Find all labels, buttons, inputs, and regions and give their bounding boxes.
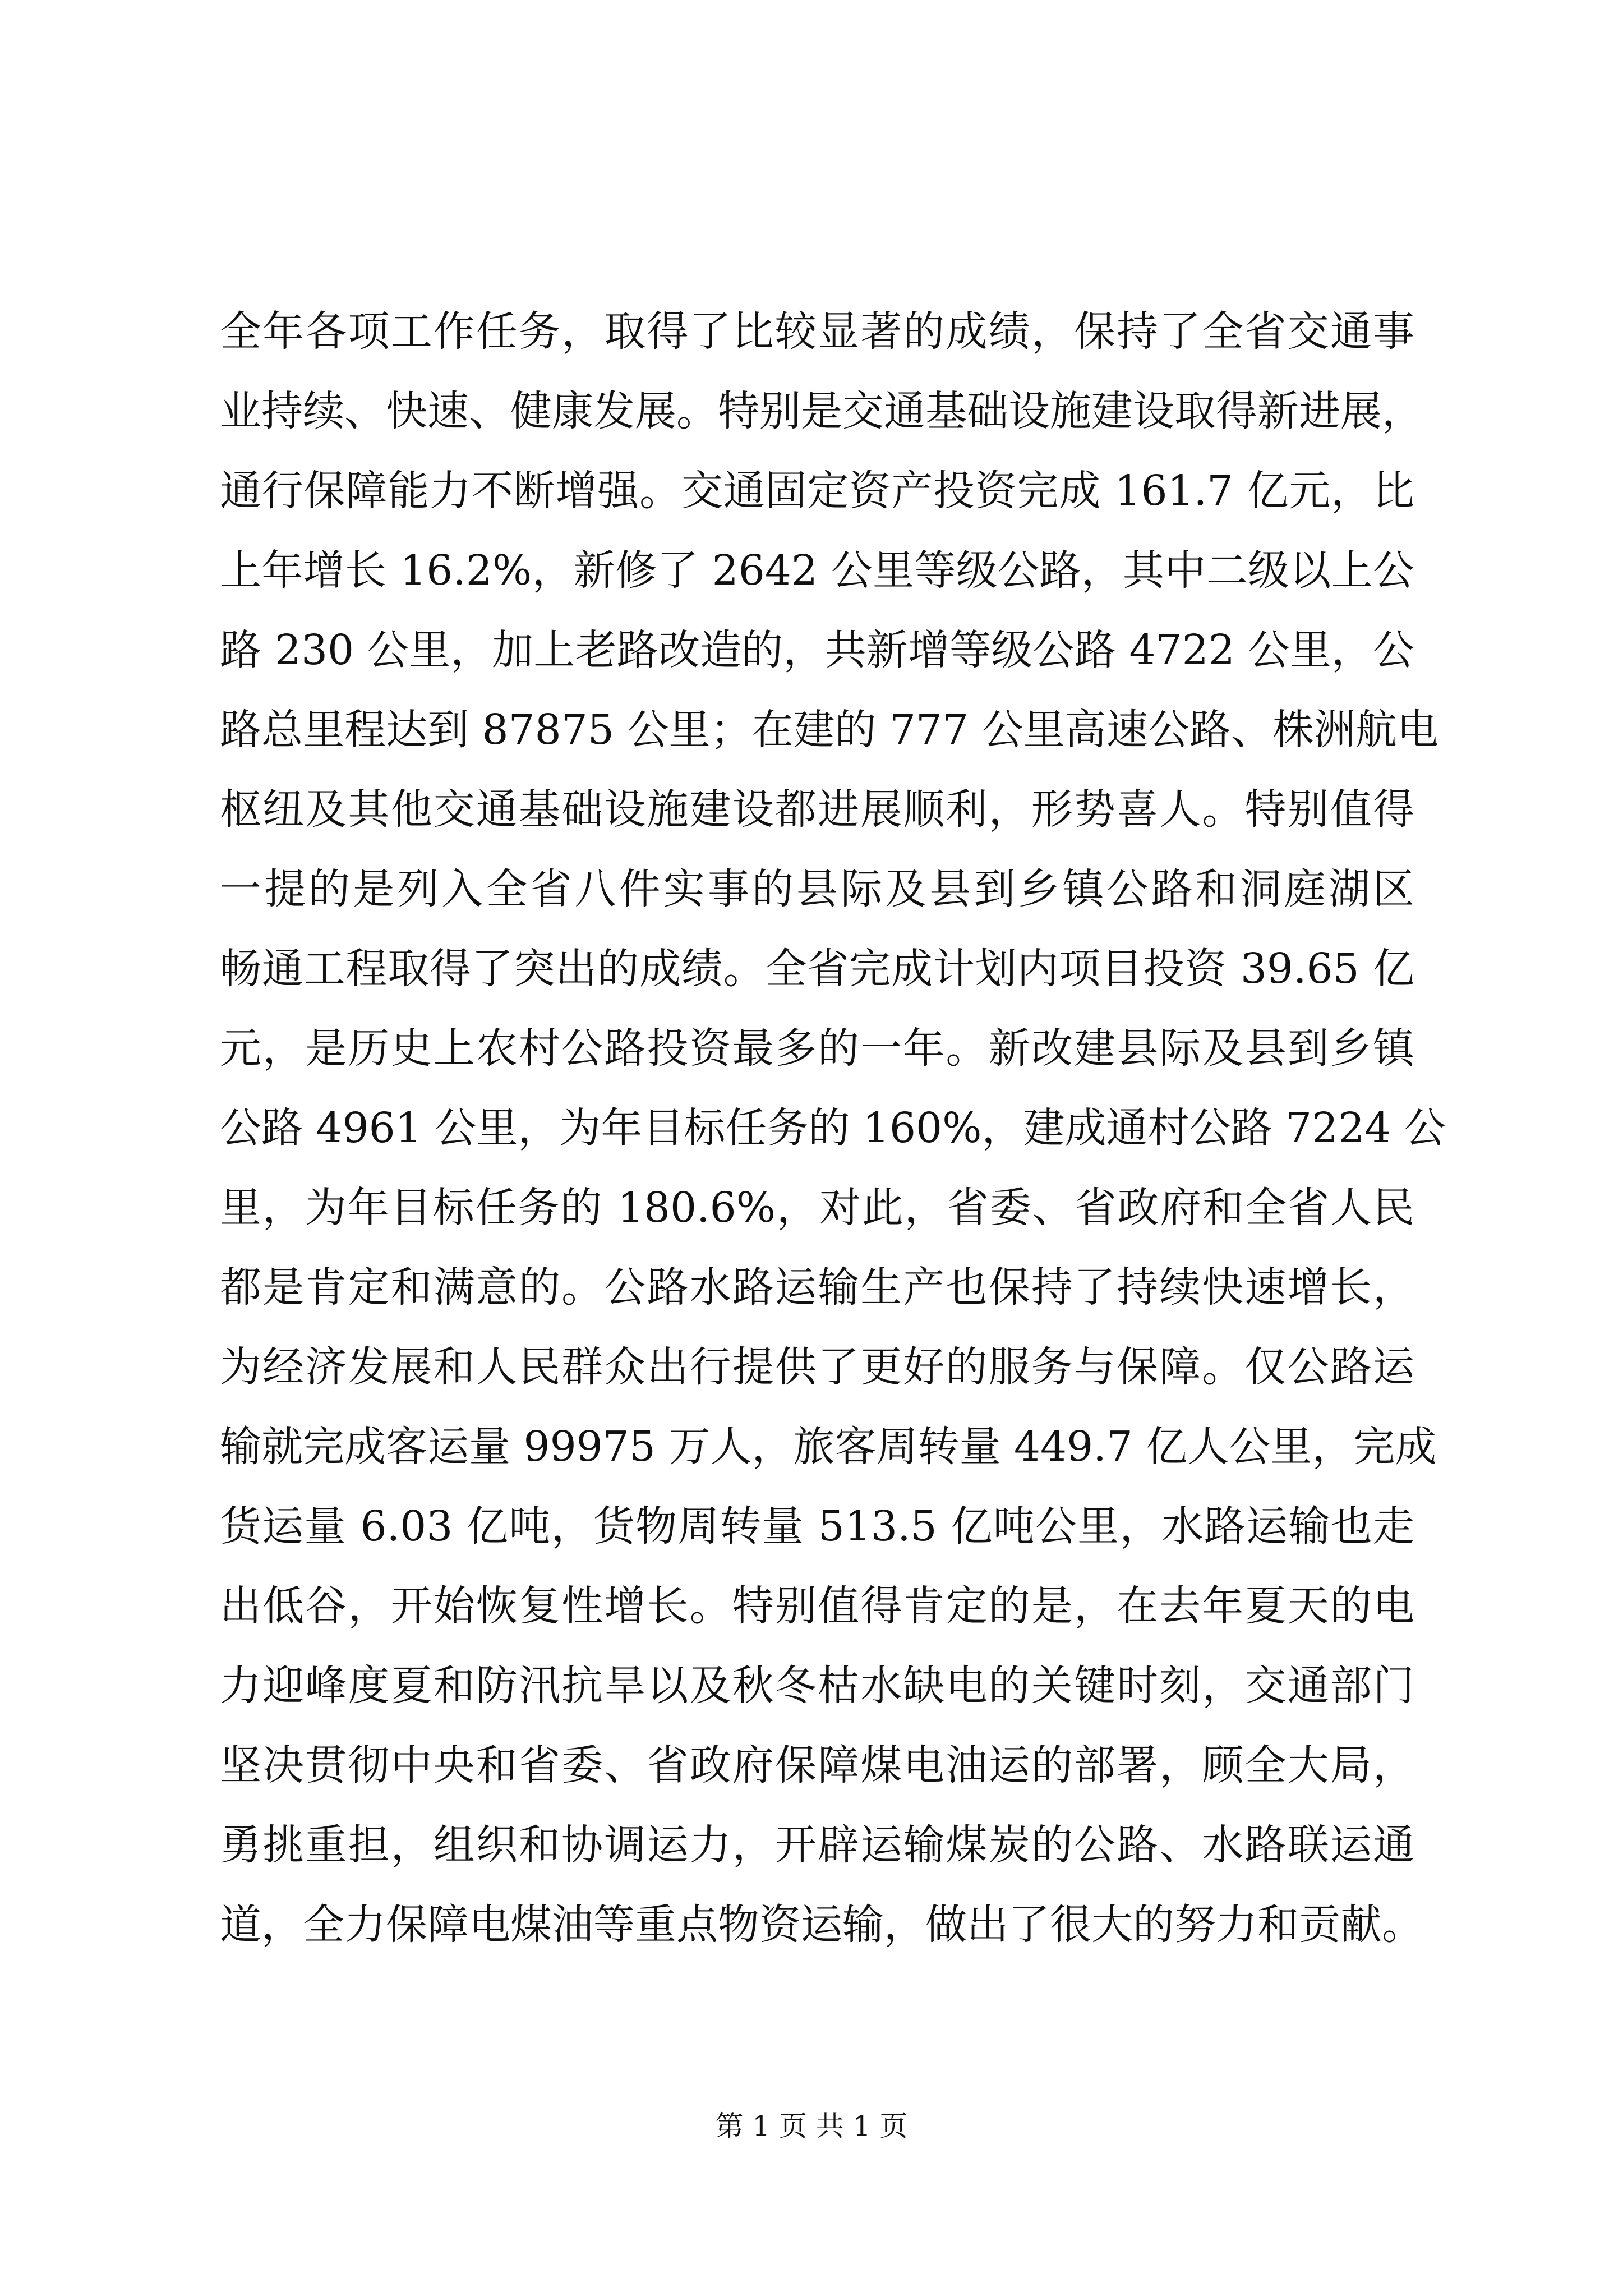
text-line: 路总里程达到 87875 公里；在建的 777 公里高速公路、株洲航电 xyxy=(220,706,1438,754)
text-line: 元，是历史上农村公路投资最多的一年。新改建县际及县到乡镇 xyxy=(220,1024,1414,1073)
text-line: 里，为年目标任务的 180.6%，对此，省委、省政府和全省人民 xyxy=(220,1184,1414,1232)
text-line: 力迎峰度夏和防汛抗旱以及秋冬枯水缺电的关键时刻，交通部门 xyxy=(220,1662,1414,1710)
text-line: 货运量 6.03 亿吨，货物周转量 513.5 亿吨公里，水路运输也走 xyxy=(220,1502,1414,1550)
text-line: 业持续、快速、健康发展。特别是交通基础设施建设取得新进展， xyxy=(220,387,1423,435)
page-number-label: 第 1 页 共 1 页 xyxy=(715,2110,908,2142)
text-line: 通行保障能力不断增强。交通固定资产投资完成 161.7 亿元，比 xyxy=(220,467,1414,515)
text-line: 道，全力保障电煤油等重点物资运输，做出了很大的努力和贡献。 xyxy=(220,1901,1423,1949)
text-line: 都是肯定和满意的。公路水路运输生产也保持了持续快速增长， xyxy=(220,1263,1414,1312)
text-line: 枢纽及其他交通基础设施建设都进展顺利，形势喜人。特别值得 xyxy=(220,785,1414,834)
text-line: 一提的是列入全省八件实事的县际及县到乡镇公路和洞庭湖区 xyxy=(220,865,1414,913)
text-line: 勇挑重担，组织和协调运力，开辟运输煤炭的公路、水路联运通 xyxy=(220,1821,1414,1869)
body-paragraph xyxy=(220,292,1446,1964)
page-footer xyxy=(0,2106,1623,2146)
text-line: 为经济发展和人民群众出行提供了更好的服务与保障。仅公路运 xyxy=(220,1343,1414,1391)
text-line: 公路 4961 公里，为年目标任务的 160%，建成通村公路 7224 公 xyxy=(220,1104,1446,1152)
text-line: 全年各项工作任务，取得了比较显著的成绩，保持了全省交通事 xyxy=(220,307,1414,356)
text-line: 坚决贯彻中央和省委、省政府保障煤电油运的部署，顾全大局， xyxy=(220,1741,1414,1789)
text-line: 出低谷，开始恢复性增长。特别值得肯定的是，在去年夏天的电 xyxy=(220,1582,1414,1630)
text-line: 畅通工程取得了突出的成绩。全省完成计划内项目投资 39.65 亿 xyxy=(220,945,1414,993)
text-line: 路 230 公里，加上老路改造的，共新增等级公路 4722 公里，公 xyxy=(220,626,1414,674)
text-line: 输就完成客运量 99975 万人，旅客周转量 449.7 亿人公里，完成 xyxy=(220,1423,1437,1471)
text-line: 上年增长 16.2%，新修了 2642 公里等级公路，其中二级以上公 xyxy=(220,546,1414,595)
